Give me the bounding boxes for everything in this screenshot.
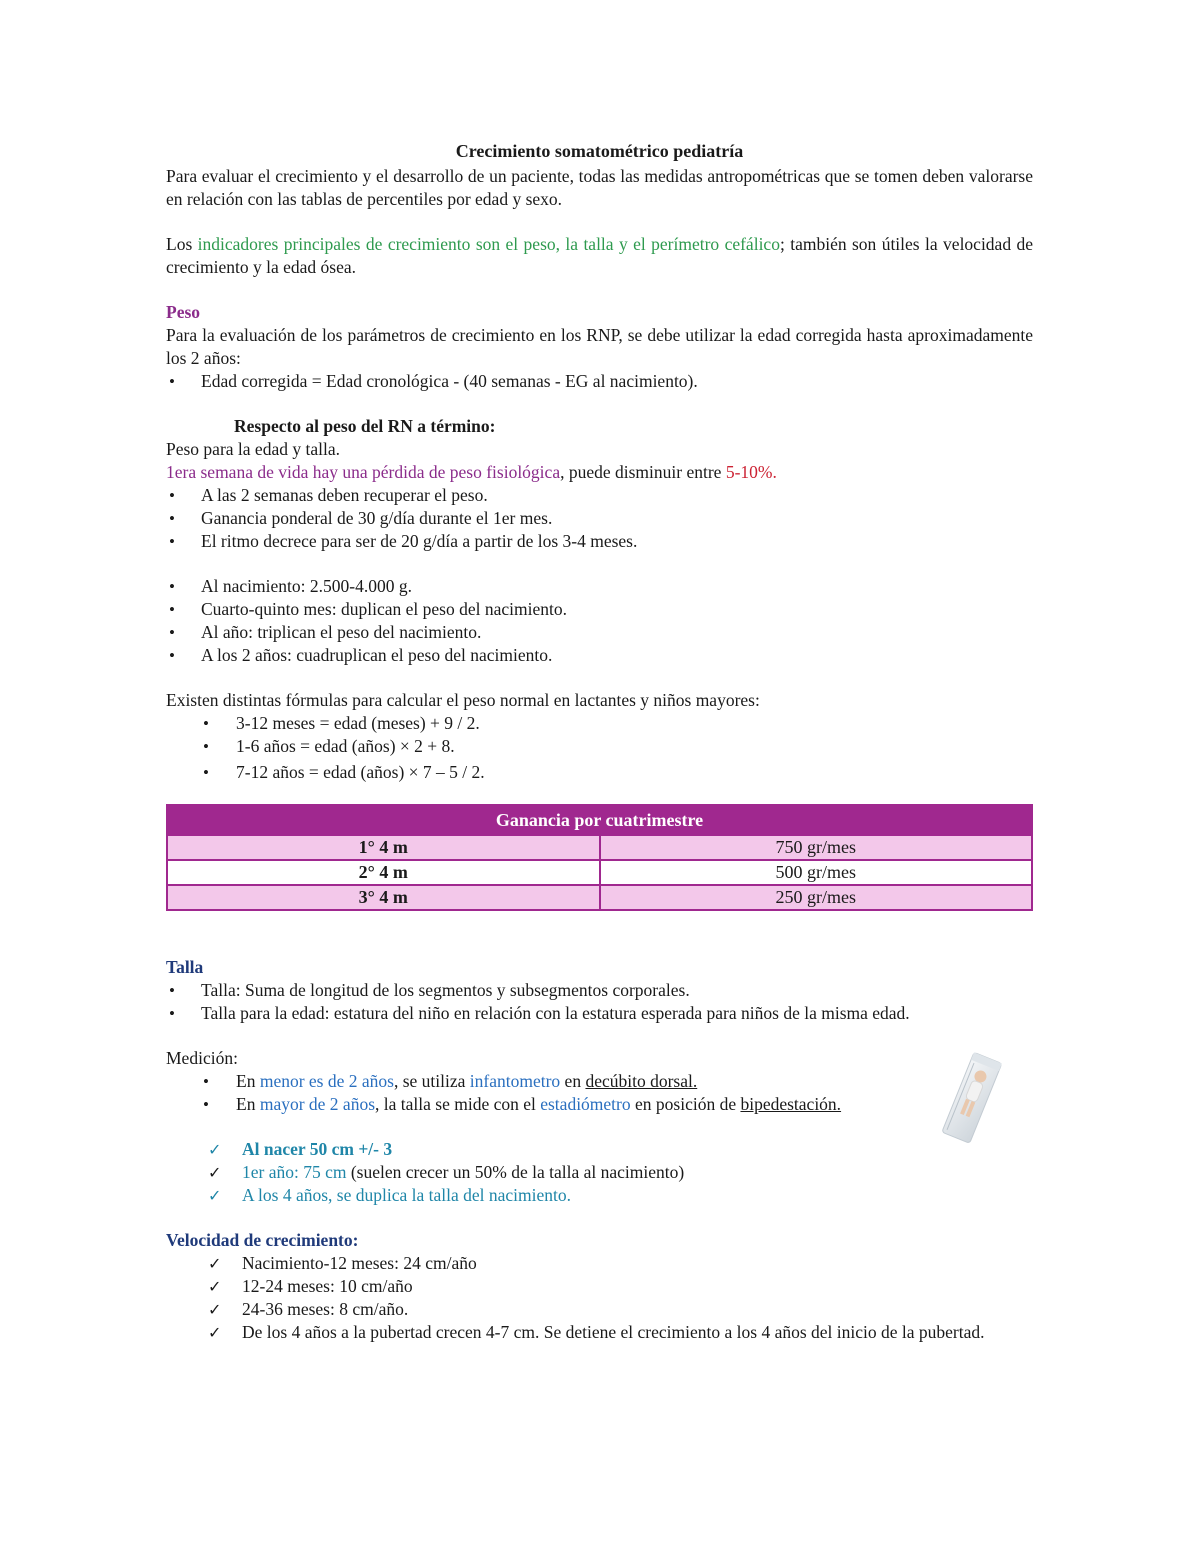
formulas-intro: Existen distintas fórmulas para calcular el peso normal en lactantes y niños mayores: bbox=[166, 690, 760, 710]
indicators-prefix: Los bbox=[166, 234, 198, 254]
medicion-label: Medición: bbox=[166, 1048, 238, 1068]
peso-loss-highlight: 1era semana de vida hay una pérdida de peso fisiológica bbox=[166, 462, 561, 482]
table-cell-label: 2° 4 m bbox=[167, 860, 600, 885]
peso-line1: Peso para la edad y talla. bbox=[166, 439, 340, 459]
list-item: • 3-12 meses = edad (meses) + 9 / 2. bbox=[166, 712, 1033, 735]
m1-a: En bbox=[236, 1071, 260, 1091]
m2-e: en posición de bbox=[630, 1094, 741, 1114]
list-item: • Talla para la edad: estatura del niño en relación con la estatura esperada para niños de la misma edad. bbox=[166, 1002, 1033, 1025]
list-item: • Al año: triplican el peso del nacimiento. bbox=[166, 621, 1033, 644]
talla-bullets bbox=[166, 979, 1033, 1025]
talla-heading: Talla bbox=[166, 957, 204, 977]
peso-corrected-list bbox=[166, 370, 1033, 393]
table-cell-value: 750 gr/mes bbox=[600, 835, 1033, 860]
table-row bbox=[167, 885, 1032, 910]
talla-checks bbox=[166, 1138, 1033, 1207]
peso-bullets-b bbox=[166, 575, 1033, 667]
indicators-suffix: ; también son útiles la velocidad de crecimiento y la edad ósea. bbox=[166, 234, 1033, 277]
peso-heading: Peso bbox=[166, 302, 201, 322]
m2-d: estadiómetro bbox=[540, 1094, 631, 1114]
m1-c: , se utiliza bbox=[393, 1071, 470, 1091]
list-item: ✓ Al nacer 50 cm +/- 3 bbox=[166, 1138, 1033, 1161]
intro-paragraph: Para evaluar el crecimiento y el desarrollo de un paciente, todas las medidas antropométricas que se tomen deben valorarse en relación con las tablas de percentiles por edad y sexo. bbox=[166, 166, 1033, 209]
infantometer-photo-icon bbox=[935, 1052, 1013, 1144]
gain-table-header: Ganancia por cuatrimestre bbox=[167, 805, 1032, 835]
peso-subheading: Respecto al peso del RN a término: bbox=[234, 416, 496, 436]
list-item: • Talla: Suma de longitud de los segmentos y subsegmentos corporales. bbox=[166, 979, 1033, 1002]
table-row bbox=[167, 860, 1032, 885]
table-cell-label: 3° 4 m bbox=[167, 885, 600, 910]
m2-a: En bbox=[236, 1094, 260, 1114]
list-item: • 1-6 años = edad (años) × 2 + 8. bbox=[166, 735, 1033, 758]
m1-f: decúbito dorsal. bbox=[585, 1071, 698, 1091]
peso-loss-line bbox=[166, 461, 1033, 484]
peso-bullets-a bbox=[166, 484, 1033, 553]
m2-c: , la talla se mide con el bbox=[375, 1094, 541, 1114]
table-cell-value: 500 gr/mes bbox=[600, 860, 1033, 885]
table-row bbox=[167, 835, 1032, 860]
peso-paragraph: Para la evaluación de los parámetros de crecimiento en los RNP, se debe utilizar la edad corregida hasta aproximadamente los 2 años: bbox=[166, 325, 1033, 368]
list-item: • A los 2 años: cuadruplican el peso del nacimiento. bbox=[166, 644, 1033, 667]
peso-loss-pct: 5-10%. bbox=[725, 462, 777, 482]
medicion-list bbox=[166, 1070, 1033, 1116]
c2-highlight: 1er año: 75 cm bbox=[242, 1162, 347, 1182]
list-item: • Edad corregida = Edad cronológica - (40 semanas - EG al nacimiento). bbox=[166, 370, 1033, 393]
indicators-highlight: indicadores principales de crecimiento son el peso, la talla y el perímetro cefálico bbox=[197, 234, 780, 254]
list-item: • Cuarto-quinto mes: duplican el peso del nacimiento. bbox=[166, 598, 1033, 621]
list-item: ✓ 12-24 meses: 10 cm/año bbox=[166, 1275, 1033, 1298]
gain-table bbox=[166, 804, 1033, 911]
document-page bbox=[166, 140, 1033, 1344]
peso-loss-mid: , puede disminuir entre bbox=[560, 462, 726, 482]
table-cell-value: 250 gr/mes bbox=[600, 885, 1033, 910]
list-item: • Al nacimiento: 2.500-4.000 g. bbox=[166, 575, 1033, 598]
m1-d: infantometro bbox=[469, 1071, 561, 1091]
m2-b: mayor de 2 años bbox=[259, 1094, 376, 1114]
list-item bbox=[166, 1161, 1033, 1184]
list-item: • 7-12 años = edad (años) × 7 – 5 / 2. bbox=[166, 761, 1033, 784]
list-item: ✓ Nacimiento-12 meses: 24 cm/año bbox=[166, 1252, 1033, 1275]
velocidad-list bbox=[166, 1252, 1033, 1344]
list-item: ✓ A los 4 años, se duplica la talla del nacimiento. bbox=[166, 1184, 1033, 1207]
list-item: • Ganancia ponderal de 30 g/día durante el 1er mes. bbox=[166, 507, 1033, 530]
list-item bbox=[166, 1093, 1033, 1116]
m2-f: bipedestación. bbox=[740, 1094, 842, 1114]
m1-b: menor es de 2 años bbox=[259, 1071, 394, 1091]
page-title: Crecimiento somatométrico pediatría bbox=[455, 141, 744, 161]
list-item: • A las 2 semanas deben recuperar el peso. bbox=[166, 484, 1033, 507]
c2-rest: (suelen crecer un 50% de la talla al nacimiento) bbox=[346, 1162, 685, 1182]
list-item: • El ritmo decrece para ser de 20 g/día a partir de los 3-4 meses. bbox=[166, 530, 1033, 553]
list-item: ✓ De los 4 años a la pubertad crecen 4-7 cm. Se detiene el crecimiento a los 4 años del inicio de la pubertad. bbox=[166, 1321, 1033, 1344]
list-item: ✓ 24-36 meses: 8 cm/año. bbox=[166, 1298, 1033, 1321]
list-item bbox=[166, 1070, 1033, 1093]
indicators-paragraph bbox=[166, 233, 1033, 279]
formulas-list bbox=[166, 712, 1033, 784]
m1-e: en bbox=[560, 1071, 586, 1091]
table-cell-label: 1° 4 m bbox=[167, 835, 600, 860]
velocidad-heading: Velocidad de crecimiento: bbox=[166, 1230, 359, 1250]
